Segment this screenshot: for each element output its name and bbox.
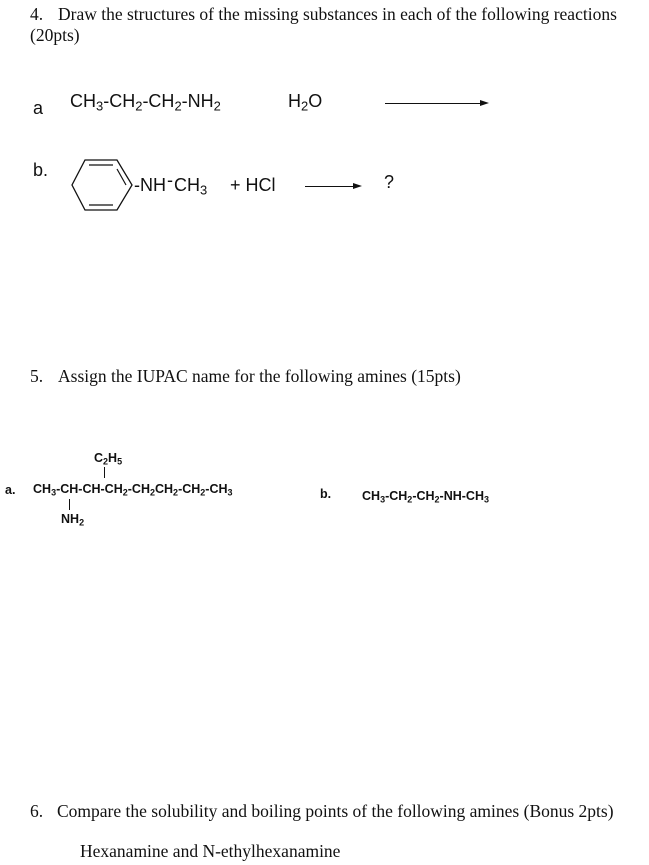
q5-number: 5. — [30, 366, 44, 386]
q4b-product-placeholder: ? — [384, 172, 395, 192]
q4a-reagent: $H_2O$ — [288, 91, 323, 114]
q5a-amino-branch: $NH_2$ — [61, 512, 85, 528]
q4-prompt: Draw the structures of the missing substances in each of the following reactions — [58, 4, 617, 24]
q5a-label: a. — [5, 483, 16, 497]
q6-prompt: Compare the solubility and boiling points of the following amines (Bonus 2pts) — [57, 801, 614, 821]
q6-compounds: Hexanamine and N-ethylhexanamine — [80, 841, 341, 861]
q4a-label: a — [33, 98, 44, 118]
q4b-reagent: + HCl — [230, 175, 276, 195]
q5b-chain: $CH_3-CH_2-CH_2-NH-CH_3$ — [362, 489, 489, 505]
q5b-label: b. — [320, 487, 332, 501]
q5-prompt: Assign the IUPAC name for the following amines (15pts) — [58, 366, 461, 386]
q5a-chain: $CH_3-CH-CH-CH_2-CH_2CH_2-CH_2-CH_3$ — [33, 482, 233, 498]
q4b-label: b. — [33, 160, 49, 180]
q5a-bottom-bond — [69, 499, 70, 510]
benzene-ring-icon — [70, 158, 134, 212]
q4b-substituent: $-NH-CH_3$ — [134, 170, 208, 198]
q4-number: 4. — [30, 4, 44, 24]
q4a-reactant: $CH_3-CH_2-CH_2-NH_2$ — [70, 91, 221, 114]
q4-points: (20pts) — [30, 25, 80, 45]
q5a-ethyl-branch: $C_2H_5$ — [94, 451, 123, 467]
q6-number: 6. — [30, 801, 44, 821]
q5a-top-bond — [104, 467, 105, 478]
